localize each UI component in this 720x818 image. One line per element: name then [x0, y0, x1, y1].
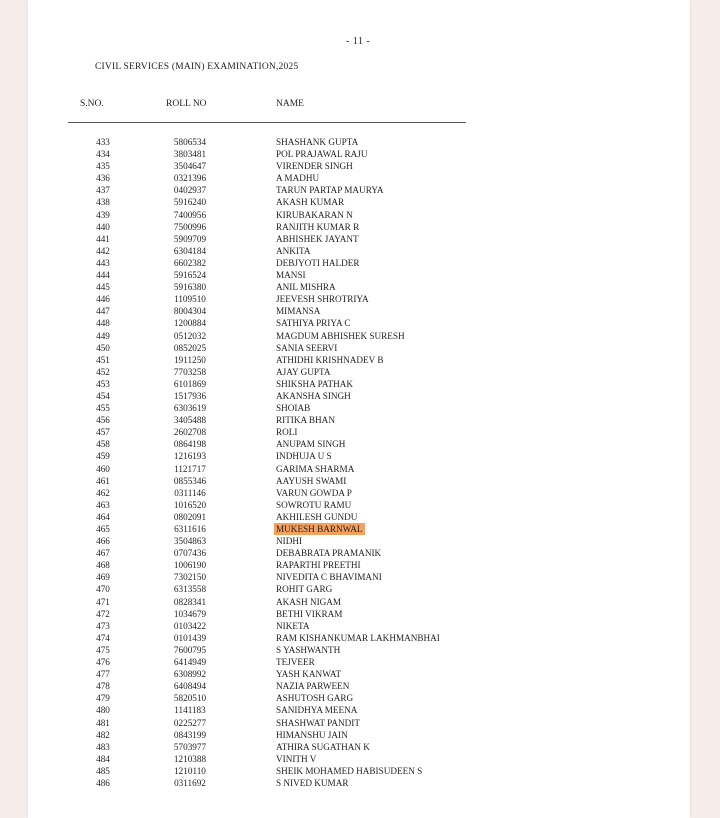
serial-number-cell: 445	[96, 282, 110, 293]
roll-number-cell: 6602382	[173, 257, 207, 268]
table-row	[0, 221, 720, 233]
roll-number-cell: 0101439	[173, 632, 207, 643]
serial-number-cell: 458	[96, 439, 110, 450]
serial-number-cell: 485	[96, 765, 110, 776]
column-header-roll-no: ROLL NO	[166, 99, 207, 109]
table-row	[0, 148, 720, 160]
candidate-name-cell: DEBABRATA PRAMANIK	[276, 548, 382, 559]
roll-number-cell: 1121717	[174, 463, 206, 474]
serial-number-cell: 464	[96, 511, 110, 522]
table-row	[0, 487, 720, 499]
table-row	[0, 668, 720, 680]
candidate-name-cell: ANUPAM SINGH	[276, 439, 346, 450]
serial-number-cell: 484	[96, 753, 110, 764]
roll-number-cell: 0802091	[173, 511, 207, 522]
serial-number-cell: 467	[96, 548, 110, 559]
candidate-name-cell: HIMANSHU JAIN	[276, 729, 348, 740]
serial-number-cell: 454	[96, 390, 110, 401]
serial-number-cell: 468	[96, 560, 110, 571]
table-row	[0, 753, 720, 765]
serial-number-cell: 436	[96, 173, 110, 184]
roll-number-cell: 7600795	[173, 644, 207, 655]
table-row	[0, 305, 720, 317]
candidate-name-cell: SHASHWAT PANDIT	[276, 717, 360, 728]
candidate-name-cell: TEJVEER	[276, 657, 315, 668]
candidate-name-cell: VARUN GOWDA P	[276, 487, 352, 498]
serial-number-cell: 465	[96, 524, 110, 534]
serial-number-cell: 466	[96, 536, 110, 547]
serial-number-cell: 435	[96, 161, 110, 172]
table-row-highlighted	[0, 523, 720, 535]
roll-number-cell: 0402937	[173, 185, 207, 196]
candidate-name-cell: AAYUSH SWAMI	[276, 475, 347, 486]
roll-number-cell: 0321396	[173, 173, 207, 184]
roll-number-cell: 1911250	[174, 354, 206, 365]
table-row	[0, 257, 720, 269]
candidate-name-cell: SANIA SEERVI	[276, 342, 338, 353]
serial-number-cell: 482	[96, 729, 110, 740]
table-row	[0, 608, 720, 620]
roll-number-cell: 3504647	[173, 161, 207, 172]
serial-number-cell: 456	[96, 415, 110, 426]
candidate-name-cell: POL PRAJAWAL RAJU	[276, 149, 368, 160]
table-row	[0, 644, 720, 656]
table-row	[0, 559, 720, 571]
roll-number-cell: 6408494	[173, 681, 207, 692]
candidate-name-cell: KIRUBAKARAN N	[276, 209, 353, 220]
serial-number-cell: 438	[96, 197, 110, 208]
table-row	[0, 765, 720, 777]
serial-number-cell: 471	[96, 596, 110, 607]
serial-number-cell: 442	[96, 245, 110, 256]
table-row	[0, 426, 720, 438]
table-row	[0, 729, 720, 741]
roll-number-cell: 6304184	[173, 245, 207, 256]
roll-number-cell: 0311146	[174, 487, 206, 498]
roll-number-cell: 7500996	[173, 221, 207, 232]
table-row	[0, 354, 720, 366]
candidate-name-cell: INDHUJA U S	[276, 451, 332, 462]
serial-number-cell: 440	[96, 221, 110, 232]
roll-number-cell: 0512032	[173, 330, 207, 341]
roll-number-cell: 1200884	[173, 318, 207, 329]
table-row	[0, 704, 720, 716]
roll-number-cell: 1006190	[173, 560, 207, 571]
table-row	[0, 620, 720, 632]
table-row	[0, 378, 720, 390]
serial-number-cell: 474	[96, 632, 110, 643]
table-row	[0, 438, 720, 450]
roll-number-cell: 0864198	[173, 439, 207, 450]
serial-number-cell: 472	[96, 608, 110, 619]
candidate-name-cell: ANKITA	[276, 245, 311, 256]
table-row	[0, 717, 720, 729]
candidate-name-cell: BETHI VIKRAM	[276, 608, 343, 619]
table-row	[0, 390, 720, 402]
table-row	[0, 596, 720, 608]
serial-number-cell: 478	[96, 681, 110, 692]
table-row	[0, 547, 720, 559]
table-row	[0, 160, 720, 172]
candidate-name-cell: AJAY GUPTA	[276, 366, 331, 377]
serial-number-cell: 469	[96, 572, 110, 583]
roll-number-cell: 6308992	[173, 669, 207, 680]
results-table	[0, 136, 720, 789]
candidate-name-cell: ANIL MISHRA	[276, 282, 336, 293]
table-row	[0, 317, 720, 329]
serial-number-cell: 470	[96, 584, 110, 595]
serial-number-cell: 459	[96, 451, 110, 462]
candidate-name-cell: AKHILESH GUNDU	[276, 511, 358, 522]
roll-number-cell: 0311692	[174, 777, 206, 788]
table-row	[0, 450, 720, 462]
table-row	[0, 692, 720, 704]
roll-number-cell: 5916240	[173, 197, 207, 208]
table-row	[0, 583, 720, 595]
candidate-name-cell: TARUN PARTAP MAURYA	[276, 185, 384, 196]
roll-number-cell: 1216193	[173, 451, 207, 462]
candidate-name-cell: SHEIK MOHAMED HABISUDEEN S	[276, 765, 423, 776]
table-row	[0, 196, 720, 208]
candidate-name-cell: RANJITH KUMAR R	[276, 221, 360, 232]
table-row	[0, 245, 720, 257]
candidate-name-cell: AKASH NIGAM	[276, 596, 342, 607]
candidate-name-cell: RITIKA BHAN	[276, 415, 335, 426]
candidate-name-cell: JEEVESH SHROTRIYA	[276, 294, 369, 305]
candidate-name-cell: ATHIRA SUGATHAN K	[276, 741, 370, 752]
candidate-name-cell: DEBJYOTI HALDER	[276, 257, 360, 268]
roll-number-cell: 0225277	[173, 717, 207, 728]
serial-number-cell: 476	[96, 657, 110, 668]
serial-number-cell: 480	[96, 705, 110, 716]
roll-number-cell: 3803481	[173, 149, 207, 160]
candidate-name-cell: NIDHI	[276, 536, 303, 547]
table-row	[0, 209, 720, 221]
roll-number-cell: 1517936	[173, 390, 207, 401]
serial-number-cell: 481	[96, 717, 110, 728]
candidate-name-cell: ABHISHEK JAYANT	[276, 233, 359, 244]
roll-number-cell: 7703258	[173, 366, 207, 377]
roll-number-cell: 0855346	[173, 475, 207, 486]
candidate-name-cell: VIRENDER SINGH	[276, 161, 353, 172]
table-row	[0, 499, 720, 511]
roll-number-cell: 0843199	[173, 729, 207, 740]
table-row	[0, 632, 720, 644]
candidate-name-cell: AKANSHA SINGH	[276, 390, 351, 401]
candidate-name-cell: RAM KISHANKUMAR LAKHMANBHAI	[276, 632, 440, 643]
serial-number-cell: 449	[96, 330, 110, 341]
table-row	[0, 184, 720, 196]
table-row	[0, 777, 720, 789]
table-row	[0, 511, 720, 523]
table-row	[0, 535, 720, 547]
roll-number-cell: 1034679	[173, 608, 207, 619]
serial-number-cell: 463	[96, 499, 110, 510]
serial-number-cell: 453	[96, 378, 110, 389]
roll-number-cell: 5703977	[173, 741, 207, 752]
column-header-sno: S.NO.	[80, 99, 104, 109]
table-row	[0, 136, 720, 148]
serial-number-cell: 451	[96, 354, 110, 365]
candidate-name-cell: SANIDHYA MEENA	[276, 705, 358, 716]
table-row	[0, 330, 720, 342]
table-row	[0, 680, 720, 692]
serial-number-cell: 486	[96, 777, 110, 788]
serial-number-cell: 433	[96, 137, 110, 147]
candidate-name-cell: MAGDUM ABHISHEK SURESH	[276, 330, 405, 341]
table-row	[0, 414, 720, 426]
table-row	[0, 293, 720, 305]
serial-number-cell: 446	[96, 294, 110, 305]
roll-number-cell: 0852025	[173, 342, 207, 353]
serial-number-cell: 447	[96, 306, 110, 317]
roll-number-cell: 1210110	[174, 765, 206, 776]
roll-number-cell: 1016520	[173, 499, 207, 510]
serial-number-cell: 457	[96, 427, 110, 438]
serial-number-cell: 460	[96, 463, 110, 474]
serial-number-cell: 439	[96, 209, 110, 220]
candidate-name-cell: SOWROTU RAMU	[276, 499, 352, 510]
serial-number-cell: 473	[96, 620, 110, 631]
candidate-name-cell: NIKETA	[276, 620, 310, 631]
serial-number-cell: 461	[96, 475, 110, 486]
serial-number-cell: 437	[96, 185, 110, 196]
candidate-name-cell: MUKESH BARNWAL	[276, 524, 363, 534]
candidate-name-cell: A MADHU	[276, 173, 320, 184]
serial-number-cell: 448	[96, 318, 110, 329]
page-number: - 11 -	[346, 36, 371, 47]
roll-number-cell: 7302150	[173, 572, 207, 583]
candidate-name-cell: SHIKSHA PATHAK	[276, 378, 354, 389]
table-row	[0, 233, 720, 245]
table-row	[0, 366, 720, 378]
roll-number-cell: 3405488	[173, 415, 207, 426]
serial-number-cell: 477	[96, 669, 110, 680]
roll-number-cell: 3504863	[173, 536, 207, 547]
candidate-name-cell: SATHIYA PRIYA C	[276, 318, 351, 329]
candidate-name-cell: SHASHANK GUPTA	[276, 137, 359, 147]
candidate-name-cell: ASHUTOSH GARG	[276, 693, 354, 704]
candidate-name-cell: NAZIA PARWEEN	[276, 681, 350, 692]
serial-number-cell: 483	[96, 741, 110, 752]
roll-number-cell: 2602708	[173, 427, 207, 438]
roll-number-cell: 0707436	[173, 548, 207, 559]
candidate-name-cell: SHOIAB	[276, 403, 311, 414]
table-row	[0, 402, 720, 414]
candidate-name-cell: S YASHWANTH	[276, 644, 341, 655]
roll-number-cell: 8004304	[173, 306, 207, 317]
serial-number-cell: 443	[96, 257, 110, 268]
candidate-name-cell: MANSI	[276, 270, 306, 281]
column-header-name: NAME	[276, 99, 304, 109]
roll-number-cell: 5916524	[173, 270, 207, 281]
serial-number-cell: 455	[96, 403, 110, 414]
serial-number-cell: 475	[96, 644, 110, 655]
roll-number-cell: 0828341	[173, 596, 207, 607]
table-row	[0, 571, 720, 583]
exam-title: CIVIL SERVICES (MAIN) EXAMINATION,2025	[95, 62, 299, 72]
roll-number-cell: 0103422	[173, 620, 207, 631]
roll-number-cell: 6311616	[174, 524, 206, 534]
candidate-name-cell: VINITH V	[276, 753, 317, 764]
serial-number-cell: 452	[96, 366, 110, 377]
candidate-name-cell: YASH KANWAT	[276, 669, 342, 680]
roll-number-cell: 5806534	[173, 137, 207, 147]
roll-number-cell: 5820510	[173, 693, 207, 704]
candidate-name-cell: MIMANSA	[276, 306, 321, 317]
roll-number-cell: 1210388	[173, 753, 207, 764]
candidate-name-cell: NIVEDITA C BHAVIMANI	[276, 572, 382, 583]
table-row	[0, 172, 720, 184]
table-row	[0, 463, 720, 475]
roll-number-cell: 5909709	[173, 233, 207, 244]
roll-number-cell: 7400956	[173, 209, 207, 220]
roll-number-cell: 6414949	[173, 657, 207, 668]
table-row	[0, 342, 720, 354]
table-row	[0, 475, 720, 487]
roll-number-cell: 6101869	[173, 378, 207, 389]
serial-number-cell: 479	[96, 693, 110, 704]
serial-number-cell: 444	[96, 270, 110, 281]
candidate-name-cell: ATHIDHI KRISHNADEV B	[276, 354, 384, 365]
roll-number-cell: 1141183	[174, 705, 206, 716]
serial-number-cell: 462	[96, 487, 110, 498]
roll-number-cell: 6303619	[173, 403, 207, 414]
serial-number-cell: 441	[96, 233, 110, 244]
candidate-name-cell: RAPARTHI PREETHI	[276, 560, 361, 571]
candidate-name-cell: AKASH KUMAR	[276, 197, 345, 208]
table-row	[0, 741, 720, 753]
candidate-name-cell: ROHIT GARG	[276, 584, 333, 595]
table-row	[0, 269, 720, 281]
table-row	[0, 656, 720, 668]
table-row	[0, 281, 720, 293]
roll-number-cell: 1109510	[174, 294, 206, 305]
candidate-name-cell: GARIMA SHARMA	[276, 463, 355, 474]
candidate-name-cell: ROLI	[276, 427, 298, 438]
header-divider	[68, 122, 466, 123]
candidate-name-cell: S NIVED KUMAR	[276, 777, 349, 788]
roll-number-cell: 5916380	[173, 282, 207, 293]
roll-number-cell: 6313558	[173, 584, 207, 595]
serial-number-cell: 450	[96, 342, 110, 353]
serial-number-cell: 434	[96, 149, 110, 160]
